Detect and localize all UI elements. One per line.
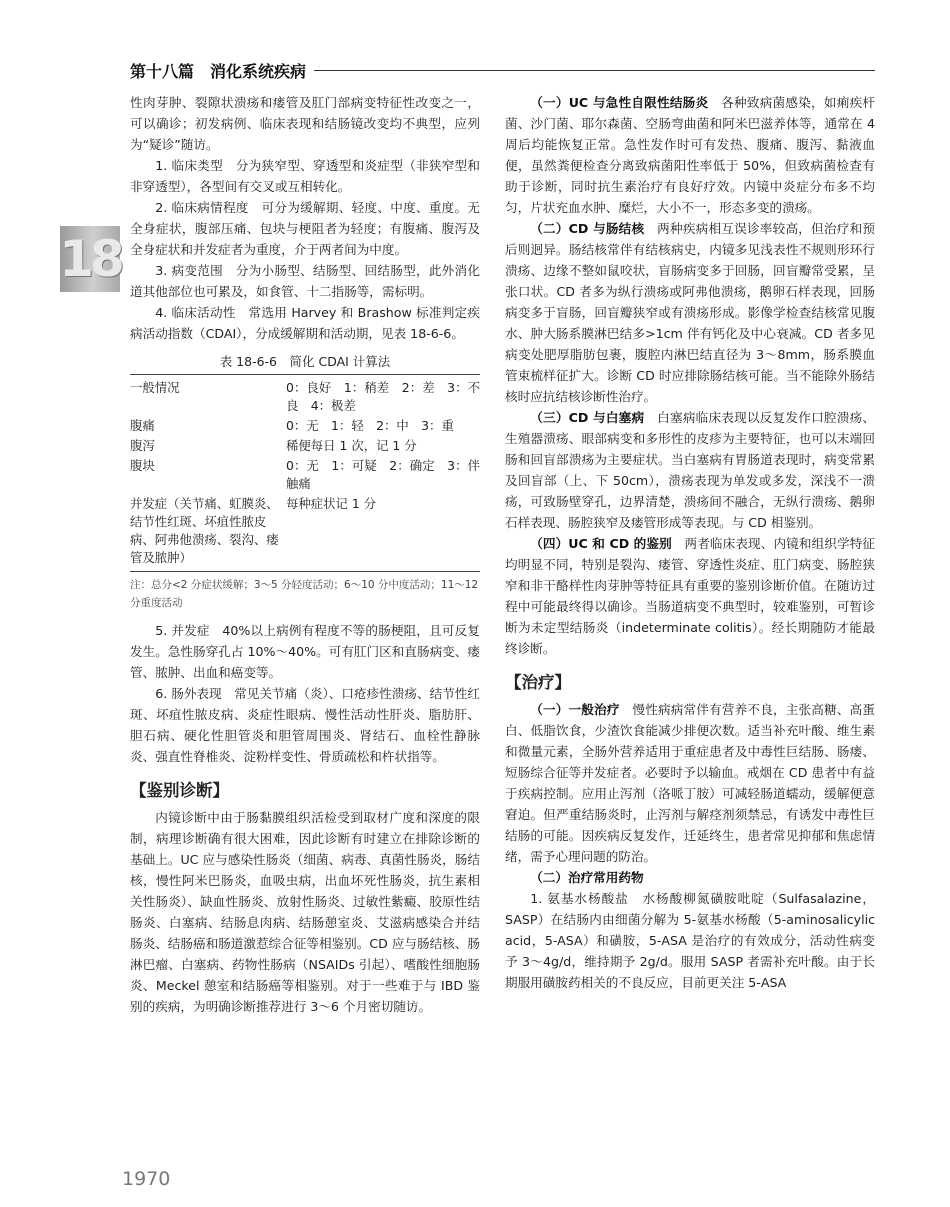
- text: 水杨酸柳氮磺胺吡啶（Sulfasalazine，SASP）在结肠内由细菌分解为 5-氨基水杨酸（5-aminosalicylic acid，5-ASA）和磺胺，5-ASA 是治疗的有效成分，活动性病变予 3～4g/d，维持期予 2g/d。服用 SASP 者需补充叶酸。由于长期服用磺胺药相关的不良反应，目前更关注 5-ASA: [505, 891, 876, 990]
- paragraph-clinical-type: [130, 155, 480, 197]
- paragraph-aminosalicylates: [505, 888, 875, 993]
- paragraph-range: [130, 260, 480, 302]
- text: 两者临床表现、内镜和组织学特征均明显不同，特别是裂沟、瘘管、穿透性炎症、肛门病变、肠腔狭窄和非干酪样性肉芽肿等特征具有重要的鉴别诊断价值。在随访过程中可能最终得以确诊。当肠道病变不典型时，较难鉴别，可暂诊断为未定型结肠炎（indeterminate colitis）。经长期随防才能最终诊断。: [505, 536, 876, 656]
- paragraph-activity: [130, 302, 480, 344]
- text: 常选用 Harvey 和 Brashow 标准判定疾病活动指数（CDAI），分成缓解期和活动期，见表 18-6-6。: [130, 305, 480, 341]
- subheading: （一）一般治疗: [530, 702, 620, 717]
- paragraph-cd-vs-behcet: [505, 407, 875, 533]
- text: 常见关节痛（炎）、口疮疹性溃疡、结节性红斑、坏疽性脓皮病、炎症性眼病、慢性活动性肝炎、脂肪肝、胆石病、硬化性胆管炎和胆管周围炎、肾结石、血栓性静脉炎、强直性脊椎炎、淀粉样变性、骨质疏松和杵状指等。: [130, 686, 481, 764]
- right-column: [505, 92, 875, 993]
- section-title: 第十八篇 消化系统疾病: [130, 61, 307, 81]
- paragraph-complications: [130, 620, 480, 683]
- table-cell: 每种症状记 1 分: [286, 494, 480, 572]
- chapter-tab: [60, 226, 120, 292]
- label: 1. 氨基水杨酸盐: [530, 891, 629, 906]
- table-row: [130, 436, 480, 456]
- heading-treatment: 【治疗】: [505, 673, 571, 692]
- table-note: 注：总分<2 分症状缓解；3～5 分轻度活动；6～10 分中度活动；11～12 分重度活动: [130, 579, 479, 609]
- paragraph-extraintestinal: [130, 683, 480, 767]
- label: 3. 病变范围: [155, 263, 223, 278]
- label: 2. 临床病情程度: [155, 200, 249, 215]
- text: 各种致病菌感染，如痢疾杆菌、沙门菌、耶尔森菌、空肠弯曲菌和阿米巴滋养体等，通常在 4 周后均能恢复正常。急性发作时可有发热、腹痛、腹泻、黏液血便，虽然粪便检查分离致病菌阳性率低于 50%，但致病菌检查有助于诊断，同时抗生素治疗有良好疗效。内镜中炎症分布多不均匀，片状充血水肿、糜烂，大小不一，形态多变的溃疡。: [505, 95, 876, 215]
- table-cell: 0：无 1：可疑 2：确定 3：伴触痛: [286, 458, 480, 491]
- label: 1. 临床类型: [155, 158, 223, 173]
- subheading-drugs: [505, 867, 875, 888]
- cdai-table: [130, 374, 480, 572]
- text: 40%以上病例有程度不等的肠梗阻，且可反复发生。急性肠穿孔占 10%～40%。可有肛门区和直肠病变、瘘管、脓肿、出血和癌变等。: [130, 623, 480, 680]
- header-rule: [314, 70, 875, 71]
- table-cell: 并发症（关节痛、虹膜炎、结节性红斑、坏疽性脓皮病、阿弗他溃疡、裂沟、瘘管及脓肿）: [130, 494, 286, 572]
- table-cell: 腹泻: [130, 438, 155, 453]
- text: 白塞病临床表现以反复发作口腔溃疡、生殖器溃疡、眼部病变和多形性的皮疹为主要特征，也可以末端回肠和回盲部溃疡为主要症状。当白塞病有胃肠道表现时，病变常累及回盲部（上、下 50cm），溃疡表现为单发或多发，深浅不一溃疡，可致肠壁穿孔，边界清楚，溃疡间不融合，无纵行溃疡、鹅卵石样表现、肠腔狭窄及瘘管形成等表现。与 CD 相鉴别。: [505, 410, 876, 530]
- table-cell: 0：无 1：轻 2：中 3：重: [286, 418, 454, 433]
- paragraph-differential: 内镜诊断中由于肠黏膜组织活检受到取材广度和深度的限制，病理诊断确有很大困难，因此诊断有时建立在排除诊断的基础上。UC 应与感染性肠炎（细菌、病毒、真菌性肠炎，肠结核，慢性阿米巴肠炎，血吸虫病，出血坏死性肠炎，抗生素相关性肠炎）、缺血性肠炎、放射性肠炎、过敏性紫癜、胶原性结肠炎、白塞病、结肠息肉病、结肠憩室炎、艾滋病感染合并结肠炎、结肠癌和肠道激惹综合征等相鉴别。CD 应与肠结核、肠淋巴瘤、白塞病、药物性肠病（NSAIDs 引起）、嗜酸性细胞肠炎、Meckel 憩室和结肠癌等相鉴别。对于一些难于与 IBD 鉴别的疾病，为明确诊断推荐进行 3～6 个月密切随访。: [130, 810, 480, 1014]
- running-header: [130, 58, 875, 82]
- text: 分为小肠型、结肠型、回结肠型，此外消化道其他部位也可累及，如食管、十二指肠等，需标明。: [130, 263, 481, 299]
- label: 5. 并发症: [155, 623, 210, 638]
- table-row: [130, 456, 480, 494]
- table-row: [130, 375, 480, 417]
- paragraph-uc-vs-cd: [505, 533, 875, 659]
- left-column: [130, 92, 480, 1017]
- text: 可分为缓解期、轻度、中度、重度。无全身症状，腹部压痛、包块与梗阻者为轻度；有腹痛、腹泻及全身症状和并发症者为重度，介于两者间为中度。: [130, 200, 481, 257]
- table-cell: 腹痛: [130, 418, 155, 433]
- text: 两种疾病相互误诊率较高，但治疗和预后则迥异。肠结核常伴有结核病史，内镜多见浅表性不规则形环行溃疡、边缘不整如鼠咬状，盲肠病变多于回肠，回盲瓣常受累，呈张口状。CD 者多为纵行溃疡或阿弗他溃疡，鹅卵石样表现，回肠病变多于盲肠，回盲瓣狭窄或有溃疡形成。影像学检查结核常见腹水、肿大肠系膜淋巴结多>1cm 伴有钙化及中心衰减。CD 者多见病变处肥厚脂肪包裹，腹腔内淋巴结直径为 3～8mm，肠系膜血管束梳样征扩大。诊断 CD 时应排除肠结核可能。当不能除外肠结核时应抗结核诊断性治疗。: [505, 221, 876, 404]
- table-caption: 表 18-6-6 简化 CDAI 计算法: [219, 354, 391, 369]
- subheading: （二）治疗常用药物: [530, 870, 644, 885]
- paragraph-general-treatment: [505, 699, 875, 867]
- subheading: （一）UC 与急性自限性结肠炎: [530, 95, 709, 110]
- paragraph-severity: [130, 197, 480, 260]
- page-number: 1970: [122, 1168, 171, 1190]
- text: 慢性病病常伴有营养不良，主张高糖、高蛋白、低脂饮食，少渣饮食能减少排便次数。适当补充叶酸、维生素和微量元素，全肠外营养适用于重症患者及中毒性巨结肠、肠瘘、短肠综合征等并发症者。必要时予以输血。戒烟在 CD 患者中有益于疾病控制。应用止泻剂（洛哌丁胺）可减轻肠道蠕动，缓解便意窘迫。但严重结肠炎时，止泻剂与解痉剂须禁忌，有诱发中毒性巨结肠的可能。因疾病反复发作，迁延终生，患者常见抑郁和焦虑情绪，需予心理问题的防治。: [505, 702, 876, 864]
- subheading: （四）UC 和 CD 的鉴别: [530, 536, 672, 551]
- subheading: （二）CD 与肠结核: [530, 221, 645, 236]
- paragraph-uc-vs-acute: [505, 92, 875, 218]
- label: 6. 肠外表现: [155, 686, 222, 701]
- table-cell: 一般情况: [130, 375, 286, 417]
- label: 4. 临床活动性: [155, 305, 236, 320]
- table-cell: 腹块: [130, 458, 155, 473]
- paragraph-cd-vs-tb: [505, 218, 875, 407]
- heading-differential: 【鉴别诊断】: [130, 781, 229, 800]
- table-row: [130, 494, 480, 572]
- table-row: [130, 416, 480, 436]
- table-cell: 稀便每日 1 次，记 1 分: [286, 438, 417, 453]
- subheading: （三）CD 与白塞病: [530, 410, 645, 425]
- text: 分为狭窄型、穿透型和炎症型（非狭窄型和非穿透型），各型间有交叉或互相转化。: [130, 158, 481, 194]
- chapter-number: 18: [59, 230, 121, 288]
- table-cell: 0：良好 1：稍差 2：差 3：不良 4：极差: [286, 375, 480, 417]
- paragraph-intro: 性肉芽肿、裂隙状溃疡和瘘管及肛门部病变特征性改变之一，可以确诊；初发病例、临床表现和结肠镜改变均不典型，应列为“疑诊”随访。: [130, 95, 480, 152]
